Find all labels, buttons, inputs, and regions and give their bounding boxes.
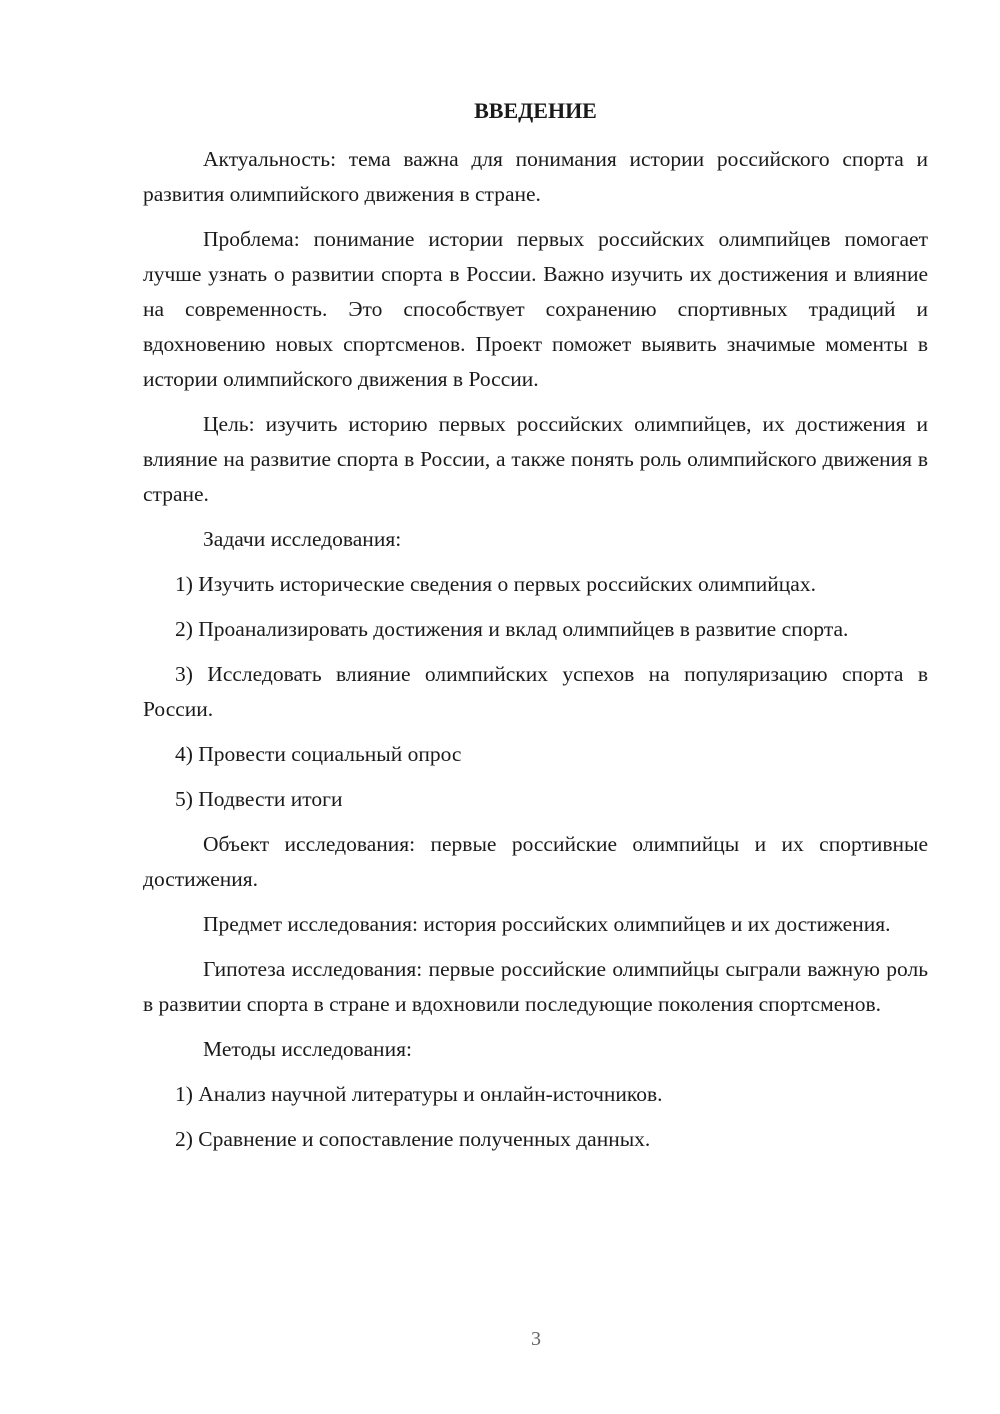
paragraph-methods-heading: Методы исследования: [203, 1037, 412, 1061]
task-list-item: 2) Проанализировать достижения и вклад олимпийцев в развитие спорта. [175, 617, 849, 641]
method-list-item: 1) Анализ научной литературы и онлайн-источников. [175, 1082, 663, 1106]
paragraph-subject: Предмет исследования: история российских олимпийцев и их достижения. [203, 912, 891, 936]
document-page [143, 94, 928, 1167]
paragraph-object: Объект исследования: первые российские олимпийцы и их спортивные достижения. [143, 832, 928, 891]
task-list-item: 5) Подвести итоги [175, 787, 343, 811]
section-title: ВВЕДЕНИЕ [474, 98, 597, 123]
paragraph-hypothesis: Гипотеза исследования: первые российские олимпийцы сыграли важную роль в развитии спорта в стране и вдохновили последующие поколения спортсменов. [143, 957, 928, 1016]
task-list-item: 3) Исследовать влияние олимпийских успехов на популяризацию спорта в России. [143, 662, 928, 721]
task-list-item: 4) Провести социальный опрос [175, 742, 462, 766]
page-number: 3 [531, 1328, 541, 1350]
paragraph-relevance: Актуальность: тема важна для понимания истории российского спорта и развития олимпийского движения в стране. [143, 147, 928, 206]
paragraph-problem: Проблема: понимание истории первых российских олимпийцев помогает лучше узнать о развитии спорта в России. Важно изучить их достижения и влияние на современность. Это способствует сохранению спортивных традиций и вдохновению новых спортсменов. Проект поможет выявить значимые моменты в истории олимпийского движения в России. [143, 227, 928, 391]
method-list-item: 2) Сравнение и сопоставление полученных данных. [175, 1127, 651, 1151]
task-list-item: 1) Изучить исторические сведения о первых российских олимпийцах. [175, 572, 816, 596]
paragraph-tasks-heading: Задачи исследования: [203, 527, 402, 551]
paragraph-goal: Цель: изучить историю первых российских олимпийцев, их достижения и влияние на развитие спорта в России, а также понять роль олимпийского движения в стране. [143, 412, 928, 506]
